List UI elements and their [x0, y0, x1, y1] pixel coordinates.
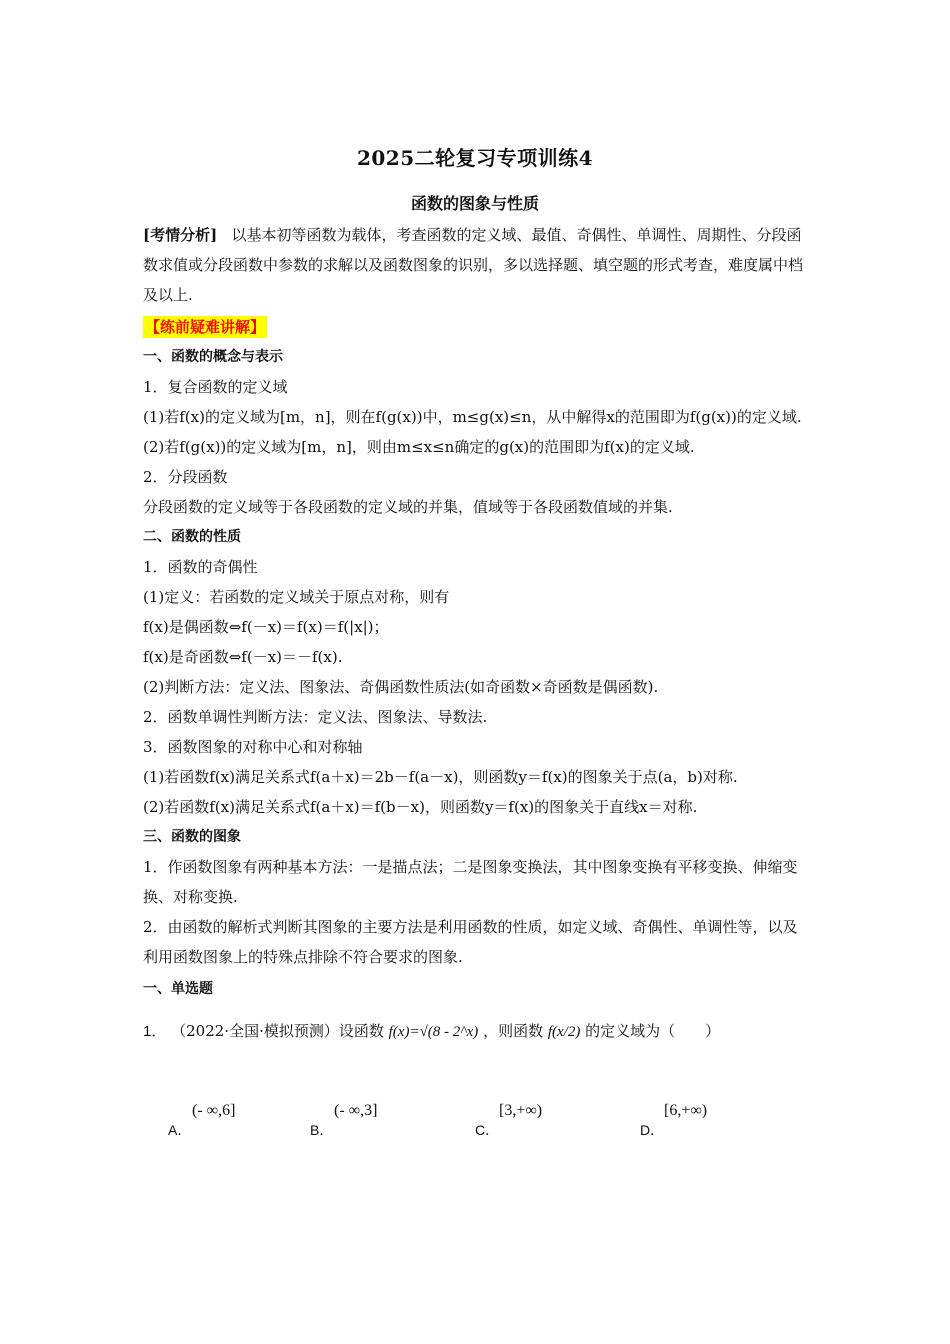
question-formula: f(x)=√(8 - 2^x) [388, 1024, 479, 1040]
option-value: (- ∞,3] [334, 1102, 378, 1119]
option-value: (- ∞,6] [192, 1102, 236, 1119]
question-source: （2022·全国·模拟预测）设函数 [171, 1022, 384, 1040]
paragraph: f(x)是奇函数⇔f(－x)＝－f(x). [143, 648, 343, 666]
analysis-label: [考情分析] [143, 226, 218, 244]
question-number: 1． [143, 1023, 167, 1040]
paragraph: 1．作函数图象有两种基本方法：一是描点法；二是图象变换法，其中图象变换有平移变换、伸缩变换、对称变换. [143, 858, 798, 906]
subsection-heading: 1．复合函数的定义域 [143, 378, 288, 396]
analysis-paragraph [143, 220, 811, 310]
option-letter: A． [168, 1122, 192, 1138]
paragraph: (2)若函数f(x)满足关系式f(a＋x)＝f(b－x)，则函数y＝f(x)的图象关于直线x＝对称. [143, 798, 698, 816]
paragraph: f(x)是偶函数⇔f(－x)＝f(x)＝f(|x|)； [143, 618, 389, 636]
paragraph: (2)若f(g(x))的定义域为[m，n]，则由m≤x≤n确定的g(x)的范围即为f(x)的定义域. [143, 438, 695, 456]
analysis-text: 以基本初等函数为载体，考查函数的定义域、最值、奇偶性、单调性、周期性、分段函数求值或分段函数中参数的求解以及函数图象的识别，多以选择题、填空题的形式考查，难度属中档及以上. [143, 226, 804, 304]
practice-heading: 一、单选题 [143, 981, 213, 997]
question-formula-2: f(x/2) [547, 1024, 581, 1040]
answer-options [168, 1098, 808, 1142]
section-heading: 一、函数的概念与表示 [143, 349, 283, 365]
question-middle: ，则函数 [483, 1022, 544, 1040]
document-body [143, 220, 811, 1047]
option-letter: C． [475, 1122, 500, 1138]
paragraph: 2．由函数的解析式判断其图象的主要方法是利用函数的性质，如定义域、奇偶性、单调性等，以及利用函数图象上的特殊点排除不符合要求的图象. [143, 918, 798, 966]
paragraph: (1)定义：若函数的定义域关于原点对称，则有 [143, 588, 450, 606]
subsection-heading: 2．分段函数 [143, 468, 228, 486]
option-letter: B． [310, 1122, 334, 1138]
paragraph: 分段函数的定义域等于各段函数的定义域的并集，值域等于各段函数值域的并集. [143, 498, 673, 516]
section-heading: 二、函数的性质 [143, 529, 241, 545]
paragraph: (2)判断方法：定义法、图象法、奇偶函数性质法(如奇函数×奇函数是偶函数). [143, 678, 659, 696]
option-value: [6,+∞) [664, 1102, 708, 1119]
page-title: 2025二轮复习专项训练4 [356, 146, 594, 170]
subsection-heading: 1．函数的奇偶性 [143, 558, 258, 576]
option-letter: D． [640, 1122, 665, 1138]
subsection-heading: 3．函数图象的对称中心和对称轴 [143, 738, 363, 756]
highlight-row [143, 312, 811, 342]
page-subtitle: 函数的图象与性质 [410, 194, 539, 213]
paragraph: (1)若f(x)的定义域为[m，n]，则在f(g(x))中，m≤g(x)≤n，从中解得x的范围即为f(g(x))的定义域. [143, 408, 802, 426]
highlight-label: 【练前疑难讲解】 [145, 318, 266, 336]
question-end: 的定义域为（ ） [585, 1022, 721, 1040]
subsection-heading: 2．函数单调性判断方法：定义法、图象法、导数法. [143, 708, 488, 726]
section-heading: 三、函数的图象 [143, 829, 241, 845]
option-value: [3,+∞) [499, 1102, 543, 1119]
paragraph: (1)若函数f(x)满足关系式f(a＋x)＝2b－f(a－x)，则函数y＝f(x)的图象关于点(a，b)对称. [143, 768, 738, 786]
question-1 [143, 1016, 811, 1047]
